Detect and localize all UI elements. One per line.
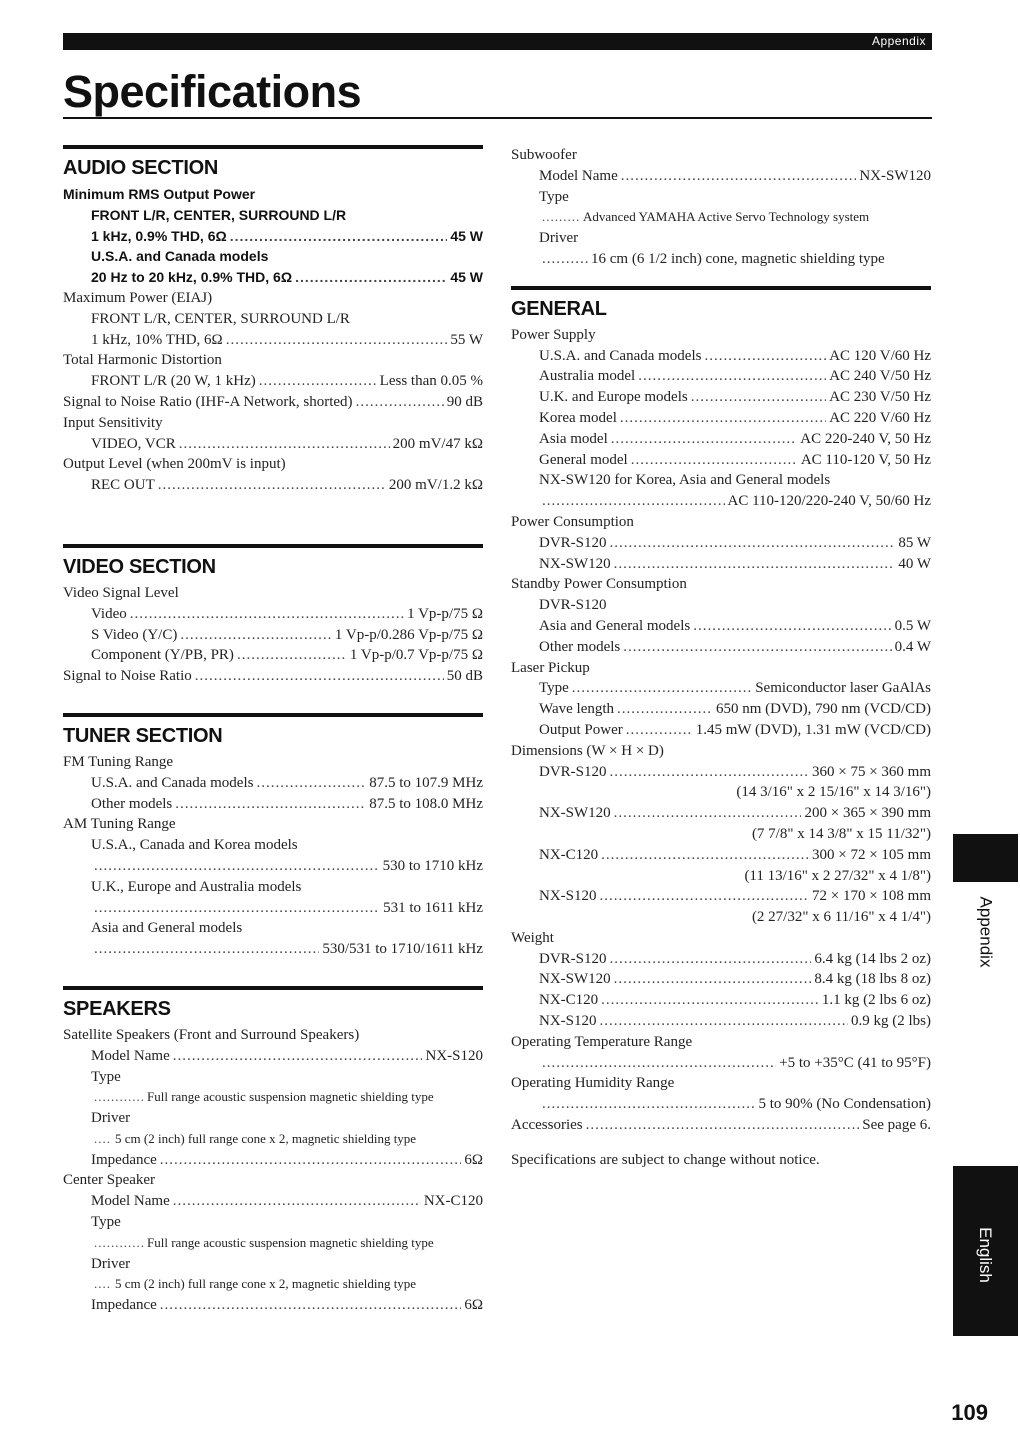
section-rule (63, 986, 483, 990)
spec-row: Asia and General models ..... 0.5 W (511, 616, 931, 637)
section-title: GENERAL (511, 297, 607, 320)
section-rule (511, 286, 931, 290)
spec-row: Asia model ..... AC 220-240 V, 50 Hz (511, 429, 931, 450)
spec-heading: U.S.A., Canada and Korea models (91, 837, 298, 854)
spec-heading: AM Tuning Range (63, 816, 176, 833)
spec-row: S Video (Y/C) ..... 1 Vp-p/0.286 Vp-p/75 Ω (63, 625, 483, 646)
spec-row: Output Power ..... 1.45 mW (DVD), 1.31 mW (VCD/CD) (511, 720, 931, 741)
spec-row: Model Name ..... NX-C120 (63, 1191, 483, 1212)
spec-heading: Power Supply (511, 326, 596, 343)
section-title: TUNER SECTION (63, 724, 223, 747)
spec-row: Type ..... Semiconductor laser GaAlAs (511, 678, 931, 699)
spec-row: 1 kHz, 10% THD, 6Ω ..... 55 W (63, 330, 483, 351)
spec-subvalue: (11 13/16" x 2 27/32" x 4 1/8") (744, 867, 931, 884)
spec-heading: Type (91, 1214, 121, 1231)
spec-heading: Weight (511, 929, 554, 946)
page-number: 109 (951, 1400, 988, 1425)
section-title: SPEAKERS (63, 997, 171, 1020)
spec-subvalue: (2 27/32" x 6 11/16" x 4 1/4") (751, 909, 931, 926)
spec-row: Impedance ..... 6Ω (63, 1150, 483, 1171)
spec-heading: Type (91, 1068, 121, 1085)
english-side-label: English (975, 1227, 995, 1283)
spec-row: NX-S120 ..... 72 × 170 × 108 mm (511, 886, 931, 907)
spec-heading: Dimensions (W × H × D) (511, 742, 664, 759)
spec-heading: Video Signal Level (63, 584, 179, 601)
spec-row: NX-SW120 ..... 200 × 365 × 390 mm (511, 803, 931, 824)
spec-row: NX-C120 ..... 1.1 kg (2 lbs 6 oz) (511, 990, 931, 1011)
spec-heading: Total Harmonic Distortion (63, 352, 222, 369)
spec-row: Wave length ..... 650 nm (DVD), 790 nm (VCD/CD) (511, 699, 931, 720)
spec-row: General model ..... AC 110-120 V, 50 Hz (511, 450, 931, 471)
notice-text: Specifications are subject to change without notice. (511, 1151, 820, 1168)
spec-row: Other models ..... 0.4 W (511, 637, 931, 658)
spec-row: 20 Hz to 20 kHz, 0.9% THD, 6Ω ..... 45 W (63, 267, 483, 288)
section-rule (63, 145, 483, 149)
page-title: Specifications (63, 66, 362, 117)
header-bar (63, 33, 932, 50)
section-rule (63, 713, 483, 717)
spec-heading: Type (539, 188, 569, 205)
video-section (63, 544, 483, 687)
spec-subvalue: (14 3/16" x 2 15/16" x 14 3/16") (736, 784, 931, 801)
spec-heading: Operating Humidity Range (511, 1075, 675, 1092)
spec-heading: Asia and General models (91, 920, 243, 937)
spec-heading: FRONT L/R, CENTER, SURROUND L/R (91, 206, 347, 223)
speakers-section (63, 986, 483, 1316)
spec-heading: Driver (91, 1110, 131, 1127)
spec-row: Signal to Noise Ratio (IHF-A Network, shorted) ..... 90 dB (63, 392, 483, 413)
spec-row: U.K. and Europe models ..... AC 230 V/50 Hz (511, 387, 931, 408)
header-label: Appendix (871, 34, 926, 48)
spec-row: ..... 5 to 90% (No Condensation) (511, 1094, 931, 1115)
spec-row: ..... AC 110-120/220-240 V, 50/60 Hz (511, 491, 931, 512)
spec-row: NX-SW120 ..... 8.4 kg (18 lbs 8 oz) (511, 969, 931, 990)
spec-heading: Standby Power Consumption (511, 576, 687, 593)
spec-heading: DVR-S120 (539, 597, 607, 614)
spec-heading: U.K., Europe and Australia models (91, 878, 302, 895)
spec-row: DVR-S120 ..... 85 W (511, 533, 931, 554)
spec-row: REC OUT ..... 200 mV/1.2 kΩ (63, 475, 483, 496)
spec-row: ..... 5 cm (2 inch) full range cone x 2, magnetic shielding type (63, 1274, 483, 1295)
section-title: VIDEO SECTION (63, 555, 216, 578)
spec-heading: Input Sensitivity (63, 414, 163, 431)
right-column (511, 145, 931, 1171)
spec-row: U.S.A. and Canada models ..... 87.5 to 107.9 MHz (63, 773, 483, 794)
spec-heading: NX-SW120 for Korea, Asia and General models (539, 472, 831, 489)
spec-heading: Driver (91, 1255, 131, 1272)
spec-heading: Maximum Power (EIAJ) (63, 289, 213, 306)
spec-row: ..... +5 to +35°C (41 to 95°F) (511, 1053, 931, 1074)
spec-heading: Subwoofer (511, 147, 577, 163)
spec-row: DVR-S120 ..... 6.4 kg (14 lbs 2 oz) (511, 949, 931, 970)
spec-row: ..... 530/531 to 1710/1611 kHz (63, 939, 483, 960)
title-rule (63, 117, 932, 119)
spec-heading: Operating Temperature Range (511, 1033, 693, 1050)
subwoofer-section (511, 145, 931, 270)
audio-section (63, 145, 483, 496)
spec-heading: Power Consumption (511, 513, 634, 530)
spec-subvalue: (7 7/8" x 14 3/8" x 15 11/32") (751, 825, 931, 842)
spec-heading: FM Tuning Range (63, 753, 174, 770)
spec-heading: U.S.A. and Canada models (91, 248, 269, 265)
spec-row: NX-S120 ..... 0.9 kg (2 lbs) (511, 1011, 931, 1032)
spec-row: Australia model ..... AC 240 V/50 Hz (511, 366, 931, 387)
spec-row: U.S.A. and Canada models ..... AC 120 V/60 Hz (511, 346, 931, 367)
spec-heading: Driver (539, 230, 579, 247)
spec-row: ..... 16 cm (6 1/2 inch) cone, magnetic shielding type (511, 249, 931, 270)
spec-row: DVR-S120 ..... 360 × 75 × 360 mm (511, 762, 931, 783)
spec-row: Other models ..... 87.5 to 108.0 MHz (63, 794, 483, 815)
spec-row: Korea model ..... AC 220 V/60 Hz (511, 408, 931, 429)
spec-row: ..... Full range acoustic suspension magnetic shielding type (63, 1233, 483, 1254)
spec-row: Video ..... 1 Vp-p/75 Ω (63, 604, 483, 625)
spec-row: NX-C120 ..... 300 × 72 × 105 mm (511, 845, 931, 866)
spec-row: ..... 5 cm (2 inch) full range cone x 2, magnetic shielding type (63, 1129, 483, 1150)
section-title: AUDIO SECTION (63, 157, 218, 179)
spec-row: Impedance ..... 6Ω (63, 1295, 483, 1316)
spec-row: VIDEO, VCR ..... 200 mV/47 kΩ (63, 434, 483, 455)
spec-row: Component (Y/PB, PR) ..... 1 Vp-p/0.7 Vp-p/75 Ω (63, 645, 483, 666)
spec-row: 1 kHz, 0.9% THD, 6Ω ..... 45 W (63, 226, 483, 247)
spec-heading: Minimum RMS Output Power (63, 186, 256, 202)
spec-heading: Laser Pickup (511, 659, 590, 676)
spec-row: ..... Full range acoustic suspension magnetic shielding type (63, 1087, 483, 1108)
spec-row: ..... Advanced YAMAHA Active Servo Technology system (511, 207, 931, 228)
spec-row: ..... 530 to 1710 kHz (63, 856, 483, 877)
section-rule (63, 544, 483, 548)
spec-heading: FRONT L/R, CENTER, SURROUND L/R (91, 310, 350, 327)
spec-row: FRONT L/R (20 W, 1 kHz) ..... Less than 0.05 % (63, 371, 483, 392)
spec-row: ..... 531 to 1611 kHz (63, 898, 483, 919)
spec-heading: Center Speaker (63, 1172, 156, 1189)
appendix-side-label: Appendix (952, 882, 1018, 982)
spec-row: Accessories ..... See page 6. (511, 1115, 931, 1136)
left-column (63, 145, 483, 1316)
spec-heading: Output Level (when 200mV is input) (63, 456, 286, 473)
spec-row: Model Name ..... NX-S120 (63, 1046, 483, 1067)
general-section (511, 286, 931, 1136)
spec-row: NX-SW120 ..... 40 W (511, 554, 931, 575)
spec-row: Signal to Noise Ratio ..... 50 dB (63, 666, 483, 687)
tuner-section (63, 713, 483, 960)
spec-row: Model Name ..... NX-SW120 (511, 166, 931, 187)
spec-heading: Satellite Speakers (Front and Surround Speakers) (63, 1026, 360, 1043)
